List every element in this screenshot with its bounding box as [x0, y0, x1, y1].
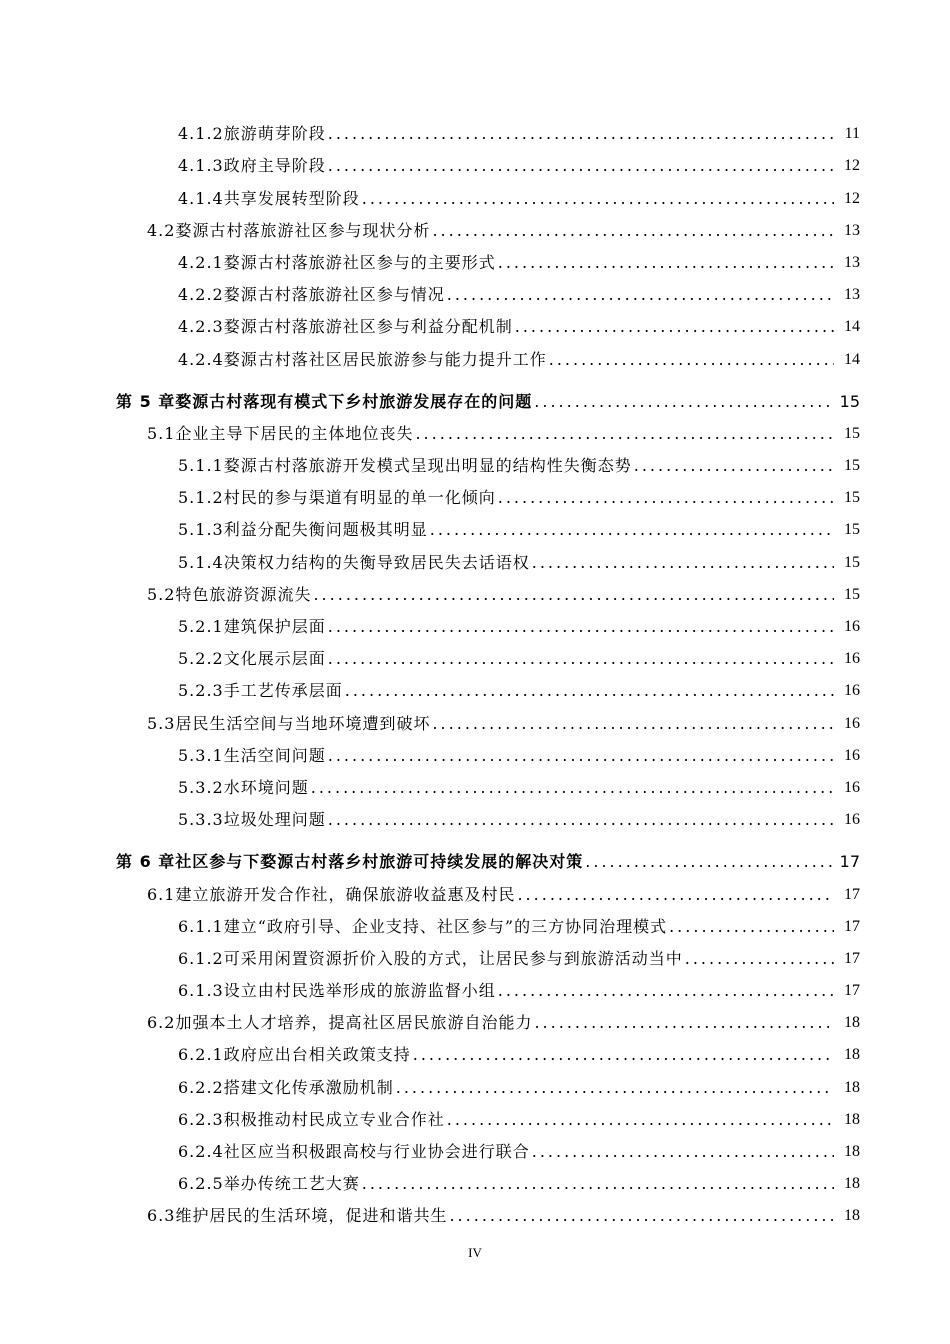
toc-entry-number: 4.1.3 [178, 156, 224, 176]
toc-subsection-entry[interactable] [0, 480, 950, 512]
toc-entry-number: 5.3.1 [178, 745, 224, 765]
toc-entry-page: 15 [844, 489, 860, 507]
toc-dot-leader [432, 221, 834, 241]
toc-entry-number: 6.1.1 [178, 916, 224, 936]
toc-dot-leader [498, 253, 834, 273]
toc-entry-page: 18 [844, 1143, 860, 1160]
toc-subsection-entry[interactable] [0, 738, 950, 770]
toc-entry-title: 利益分配失衡问题极其明显 [223, 520, 428, 540]
toc-entry-title: 特色旅游资源流失 [175, 584, 312, 604]
toc-entry-title: 婺源古村落社区居民旅游参与能力提升工作 [223, 349, 547, 369]
toc-entry-title: 婺源古村落旅游社区参与情况 [223, 285, 445, 305]
toc-dot-leader [328, 617, 834, 637]
toc-entry-title: 村民的参与渠道有明显的单一化倾向 [223, 488, 496, 508]
toc-subsection-entry[interactable] [0, 609, 950, 641]
toc-dot-leader [534, 392, 834, 412]
toc-entry-page: 17 [844, 885, 860, 903]
toc-entry-page: 16 [844, 650, 860, 668]
toc-entry-title: 社区参与下婺源古村落乡村旅游可持续发展的解决对策 [175, 852, 584, 872]
toc-entry-number: 5.3.2 [178, 777, 224, 797]
toc-entry-title: 举办传统工艺大赛 [223, 1174, 360, 1194]
toc-entry-number: 4.1.4 [178, 188, 224, 208]
toc-subsection-entry[interactable] [0, 909, 950, 941]
toc-entry-title: 旅游萌芽阶段 [223, 124, 326, 144]
toc-subsection-entry[interactable] [0, 1134, 950, 1166]
toc-entry-page: 16 [844, 811, 860, 829]
toc-section-entry[interactable] [0, 705, 950, 737]
toc-chapter-entry[interactable] [0, 384, 950, 416]
toc-entry-title: 手工艺传承层面 [223, 681, 343, 701]
toc-entry-number: 5.3 [147, 713, 176, 733]
toc-entry-title: 婺源古村落旅游社区参与现状分析 [175, 220, 431, 240]
toc-entry-number: 6.1.3 [178, 981, 224, 1001]
toc-dot-leader [534, 1013, 834, 1033]
page-number: IV [468, 1245, 482, 1260]
toc-entry-title: 企业主导下居民的主体地位丧失 [175, 423, 414, 443]
toc-entry-page: 15 [844, 585, 860, 603]
toc-subsection-entry[interactable] [0, 277, 950, 309]
toc-entry-number: 6.2.1 [178, 1045, 224, 1065]
toc-dot-leader [328, 810, 834, 830]
toc-dot-leader [362, 1174, 834, 1194]
toc-entry-page: 16 [844, 682, 860, 700]
toc-entry-page: 17 [844, 982, 860, 1000]
toc-subsection-entry[interactable] [0, 1069, 950, 1101]
toc-dot-leader [498, 981, 834, 1001]
toc-entry-title: 建立旅游开发合作社，确保旅游收益惠及村民 [175, 884, 516, 904]
toc-section-entry[interactable] [0, 416, 950, 448]
toc-entry-page: 16 [844, 618, 860, 635]
toc-entry-number: 6.2.3 [178, 1109, 224, 1129]
toc-subsection-entry[interactable] [0, 641, 950, 673]
toc-entry-title: 建立“政府引导、企业支持、社区参与”的三方协同治理模式 [223, 916, 668, 936]
table-of-contents [0, 116, 950, 1230]
toc-entry-title: 政府应出台相关政策支持 [223, 1045, 411, 1065]
toc-chapter-entry[interactable] [0, 844, 950, 876]
toc-entry-title: 可采用闲置资源折价入股的方式，让居民参与到旅游活动当中 [223, 948, 683, 968]
toc-entry-number: 6.1.2 [178, 948, 224, 968]
toc-section-entry[interactable] [0, 577, 950, 609]
toc-entry-page: 12 [844, 189, 860, 207]
toc-entry-title: 文化展示层面 [223, 649, 326, 669]
toc-entry-number: 4.2.1 [178, 252, 224, 272]
toc-dot-leader [498, 488, 834, 508]
toc-subsection-entry[interactable] [0, 802, 950, 834]
toc-entry-number: 6.2.4 [178, 1142, 224, 1161]
toc-dot-leader [669, 917, 834, 937]
toc-entry-page: 16 [844, 714, 860, 732]
toc-entry-number: 第 5 章 [116, 391, 176, 411]
toc-entry-number: 4.2.4 [178, 349, 224, 369]
toc-dot-leader [447, 285, 834, 305]
toc-section-entry[interactable] [0, 1198, 950, 1230]
toc-dot-leader [396, 1078, 834, 1098]
toc-dot-leader [328, 156, 834, 176]
toc-dot-leader [585, 852, 834, 872]
toc-entry-page: 15 [839, 391, 860, 411]
toc-entry-page: 16 [844, 746, 860, 764]
toc-entry-page: 17 [844, 917, 860, 935]
toc-section-entry[interactable] [0, 213, 950, 245]
toc-entry-number: 4.2.2 [178, 285, 224, 305]
toc-entry-number: 4.2 [147, 220, 176, 240]
toc-entry-page: 14 [844, 318, 860, 336]
toc-dot-leader [447, 1110, 834, 1130]
toc-entry-page: 17 [844, 949, 860, 967]
toc-entry-page: 15 [844, 521, 860, 539]
toc-entry-title: 搭建文化传承激励机制 [223, 1077, 394, 1097]
toc-entry-page: 16 [844, 778, 860, 796]
toc-dot-leader [415, 424, 834, 444]
toc-entry-page: 18 [844, 1078, 860, 1096]
toc-subsection-entry[interactable] [0, 544, 950, 576]
toc-entry-title: 积极推动村民成立专业合作社 [223, 1109, 445, 1129]
toc-dot-leader [313, 585, 834, 605]
toc-dot-leader [413, 1045, 834, 1065]
toc-entry-page: 17 [839, 852, 860, 872]
toc-entry-page: 15 [844, 457, 860, 475]
toc-subsection-entry[interactable] [0, 770, 950, 802]
toc-subsection-entry[interactable] [0, 309, 950, 341]
toc-section-entry[interactable] [0, 876, 950, 908]
toc-subsection-entry[interactable] [0, 973, 950, 1005]
toc-entry-number: 6.3 [147, 1206, 176, 1226]
toc-dot-leader [345, 681, 834, 701]
toc-entry-number: 5.1 [147, 423, 176, 443]
toc-entry-number: 5.1.4 [178, 552, 224, 572]
toc-entry-number: 5.1.2 [178, 488, 224, 508]
toc-dot-leader [430, 520, 834, 540]
toc-entry-number: 5.2.3 [178, 681, 224, 701]
toc-subsection-entry[interactable] [0, 1166, 950, 1198]
toc-dot-leader [449, 1206, 834, 1226]
toc-section-entry[interactable] [0, 1005, 950, 1037]
toc-entry-number: 6.2.5 [178, 1174, 224, 1194]
toc-entry-number: 5.2.1 [178, 617, 224, 636]
toc-entry-page: 13 [844, 253, 860, 271]
toc-dot-leader [328, 124, 834, 144]
toc-entry-number: 6.1 [147, 884, 176, 904]
toc-entry-number: 5.2 [147, 584, 176, 604]
toc-entry-page: 12 [844, 157, 860, 175]
toc-entry-number: 5.1.1 [178, 456, 224, 476]
toc-dot-leader [328, 649, 834, 669]
toc-dot-leader [311, 778, 834, 798]
toc-entry-number: 第 6 章 [116, 852, 176, 872]
toc-entry-number: 4.1.2 [178, 124, 224, 144]
toc-entry-page: 13 [844, 286, 860, 304]
toc-entry-page: 18 [844, 1046, 860, 1064]
toc-entry-page: 18 [844, 1014, 860, 1032]
toc-subsection-entry[interactable] [0, 245, 950, 277]
toc-subsection-entry[interactable] [0, 148, 950, 180]
toc-entry-title: 社区应当积极跟高校与行业协会进行联合 [223, 1142, 530, 1161]
toc-dot-leader [685, 949, 834, 969]
toc-entry-title: 垃圾处理问题 [223, 810, 326, 830]
toc-entry-page: 13 [844, 221, 860, 239]
toc-dot-leader [432, 714, 834, 734]
toc-entry-page: 18 [844, 1175, 860, 1193]
toc-subsection-entry[interactable] [0, 116, 950, 148]
toc-dot-leader [328, 746, 834, 766]
toc-entry-title: 婺源古村落旅游开发模式呈现出明显的结构性失衡态势 [223, 456, 632, 476]
toc-entry-page: 15 [844, 553, 860, 571]
toc-entry-number: 6.2.2 [178, 1077, 224, 1097]
toc-entry-title: 生活空间问题 [223, 745, 326, 765]
toc-entry-title: 婺源古村落旅游社区参与的主要形式 [223, 252, 496, 272]
toc-entry-title: 决策权力结构的失衡导致居民失去话语权 [223, 552, 530, 572]
toc-entry-number: 5.1.3 [178, 520, 224, 540]
toc-entry-title: 婺源古村落现有模式下乡村旅游发展存在的问题 [175, 391, 533, 411]
toc-entry-title: 设立由村民选举形成的旅游监督小组 [223, 981, 496, 1001]
toc-dot-leader [515, 317, 834, 337]
toc-subsection-entry[interactable] [0, 512, 950, 544]
toc-entry-title: 居民生活空间与当地环境遭到破坏 [175, 713, 431, 733]
toc-subsection-entry[interactable] [0, 341, 950, 373]
toc-entry-number: 6.2 [147, 1013, 176, 1033]
toc-entry-number: 5.3.3 [178, 810, 224, 830]
toc-dot-leader [549, 350, 834, 370]
toc-entry-page: 18 [844, 1207, 860, 1225]
toc-subsection-entry[interactable] [0, 673, 950, 705]
toc-subsection-entry[interactable] [0, 448, 950, 480]
toc-subsection-entry[interactable] [0, 180, 950, 212]
toc-entry-number: 5.2.2 [178, 649, 224, 669]
toc-dot-leader [532, 1142, 834, 1162]
toc-entry-page: 15 [844, 424, 860, 442]
toc-entry-page: 14 [844, 350, 860, 368]
toc-entry-title: 维护居民的生活环境，促进和谐共生 [175, 1206, 448, 1226]
toc-entry-page: 18 [844, 1110, 860, 1128]
toc-dot-leader [634, 456, 834, 476]
toc-subsection-entry[interactable] [0, 1037, 950, 1069]
toc-entry-page: 11 [844, 125, 860, 143]
toc-dot-leader [532, 553, 834, 573]
toc-entry-title: 共享发展转型阶段 [223, 188, 360, 208]
toc-entry-number: 4.2.3 [178, 317, 224, 337]
toc-subsection-entry[interactable] [0, 1102, 950, 1134]
toc-entry-title: 政府主导阶段 [223, 156, 326, 176]
toc-entry-title: 建筑保护层面 [223, 617, 326, 636]
toc-dot-leader [362, 189, 834, 209]
toc-subsection-entry[interactable] [0, 941, 950, 973]
toc-entry-title: 水环境问题 [223, 777, 309, 797]
toc-dot-leader [517, 885, 834, 905]
toc-entry-title: 婺源古村落旅游社区参与利益分配机制 [223, 317, 513, 337]
toc-entry-title: 加强本土人才培养，提高社区居民旅游自治能力 [175, 1013, 533, 1033]
